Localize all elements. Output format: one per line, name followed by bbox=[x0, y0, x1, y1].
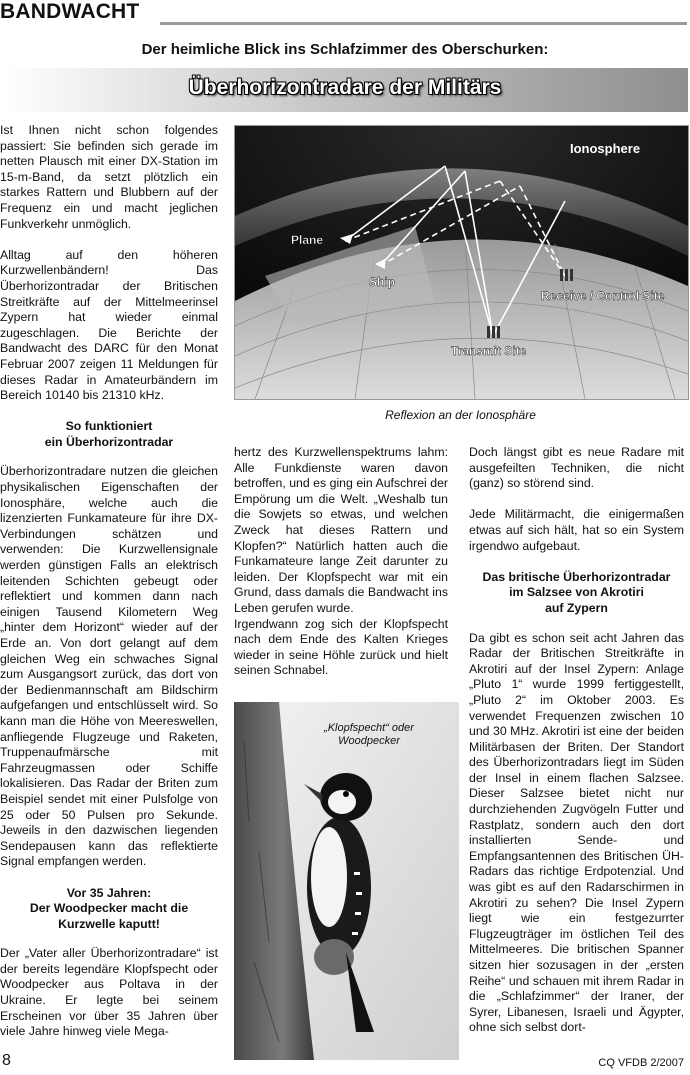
section-heading: Vor 35 Jahren: Der Woodpecker macht die Kurzwelle kaputt! bbox=[29, 885, 189, 931]
paragraph: Jede Militärmacht, die einigermaßen etwas auf sich hält, hat so ein System irgendwo aufgebaut. bbox=[469, 507, 684, 553]
article-title: Überhorizontradare der Militärs bbox=[188, 76, 502, 99]
figure-caption: Reflexion an der Ionosphäre bbox=[385, 408, 536, 422]
section-rule bbox=[160, 22, 687, 25]
label-transmit-site: Transmit Site bbox=[451, 344, 527, 358]
paragraph: Alltag auf den höheren Kurzwellenbändern! Das Überhorizontradar der Britischen Streitkräfte auf der Mittelmeerinsel Zypern hat wieder einmal zugeschlagen. Die Berichte der Bandwacht des DARC für den Monat Februar 2007 zeigen 11 Meldungen für dieses Radar in Amateurbändern im Bereich 10140 bis 21310 kHz. bbox=[0, 247, 218, 403]
photo-caption: „Klopfspecht“ oder Woodpecker bbox=[324, 722, 414, 747]
paragraph: Da gibt es schon seit acht Jahren das Radar der Britischen Streitkräfte in Akrotiri auf der Insel Zypern: Anlage „Pluto 1“ wurde 1999 fertiggestellt, „Pluto 2“ im Oktober 2003. Es verwendet Frequenzen zwischen 10 und 30 MHz. Akrotiri ist eine der beiden Militärbasen der Briten. Der Standort des Überhorizontradars liegt im Süden der Insel in einem flachen Salzsee. Dieser Salzsee bietet nicht nur durchziehenden Zugvögeln Futter und Rastplatz, sondern auch den dort installierten Sende- und Empfangsantennen des Britischen ÜH-Radars das richtige Erdpotenzial. Und was gibt es auf den Radarschirmen in Akrotiri zu sehen? Die Insel Zypern liegt wie ein festgezurrter Flugzeugträger im östlichen Teil des Mittelmeeres. Die britischen Spanner sitzen hier sozusagen in der „ersten Reihe“ und schauen mit ihrem Radar in die „Schlafzimmer“ der Iraner, der Syrer, Libanesen, Israeli und Ägypter, ohne sich selbst dort- bbox=[469, 630, 684, 1035]
column-1 bbox=[0, 123, 218, 1040]
woodpecker-illustration bbox=[234, 702, 459, 1060]
magazine-issue: CQ VFDB 2/2007 bbox=[598, 1057, 684, 1069]
ionosphere-diagram bbox=[234, 125, 689, 400]
column-2 bbox=[234, 445, 448, 679]
label-ship: Ship bbox=[369, 275, 395, 289]
paragraph: Doch längst gibt es neue Radare mit ausgefeilten Techniken, die nicht (ganz) so störend sind. bbox=[469, 445, 684, 491]
article-kicker: Der heimliche Blick ins Schlafzimmer des Oberschurken: bbox=[141, 41, 549, 58]
label-plane: Plane bbox=[291, 233, 324, 247]
section-heading: Das britische Überhorizontradar im Salzsee von Akrotiri auf Zypern bbox=[482, 569, 671, 615]
column-3 bbox=[469, 445, 684, 1036]
ionosphere-illustration bbox=[235, 126, 688, 399]
section-title: BANDWACHT bbox=[0, 0, 140, 23]
label-ionosphere: Ionosphere bbox=[570, 141, 641, 156]
paragraph: Der „Vater aller Überhorizontradare“ ist der bereits legendäre Klopfspecht oder Woodpecker aus Poltava in der Ukraine. Er legte bei seinem Erscheinen vor über 35 Jahren über viele Jahre hinweg viele Mega- bbox=[0, 946, 218, 1039]
page-number: 8 bbox=[2, 1052, 11, 1069]
woodpecker-photo bbox=[234, 702, 459, 1060]
paragraph: Ist Ihnen nicht schon folgendes passiert: Sie befinden sich gerade im netten Plausch mit einer DX-Station im 15-m-Band, da setzt plötzlich ein starkes Rattern und Blubbern auf der Frequenz ein und macht jeglichen Funkverkehr unmöglich. bbox=[0, 123, 218, 231]
label-receive-site: Receive / Control Site bbox=[541, 289, 665, 303]
paragraph: Überhorizontradare nutzen die gleichen physikalischen Eigenschaften der Ionosphäre, welche auch die lizenzierten Funkamateure für ihre DX-Verbindungen schätzen und verwenden: Die Kurzwellensignale werden günstigen Falls an elektrisch leitenden Schichten gebeugt oder reflektiert und kommen dann nach einigen Tausend Kilometern Weg „hinter dem Horizont“ wieder auf der Erde an. Von dort gelangt auf dem gleichen Weg ein schwaches Signal zum Ausgangsort zurück, das dort von der Bedienmannschaft am Bildschirm aufgefangen und entschlüsselt wird. So kann man die Höhe von Meereswellen, anfliegende Flugzeuge und Raketen, Truppenaufmärsche mit Fahrzeugmassen oder Schiffe lokalisieren. Das Radar der Briten zum Beispiel sendet mit einer Pulsfolge von 25 oder 50 Pulsen pro Sekunde. Jeweils in den dazwischen liegenden Sendepausen kann das reflektierte Signal empfangen werden. bbox=[0, 464, 218, 869]
paragraph: hertz des Kurzwellenspektrums lahm: Alle Funkdienste waren davon betroffen, und es ging ein Aufschrei der Empörung um die Welt. „Weshalb tun die Sowjets so etwas, und welchen Zweck hat dieses Rattern und Klopfen?“ Natürlich hatten auch die Funkamateure lange Zeit darunter zu leiden. Der Klopfspecht war mit ein Grund, dass damals die Bandwacht ins Leben gerufen wurde. bbox=[234, 445, 448, 615]
paragraph: Irgendwann zog sich der Klopfspecht nach dem Ende des Kalten Krieges wieder in seine Höhle zurück und hielt seinen Schnabel. bbox=[234, 616, 448, 678]
article-title-banner bbox=[2, 68, 688, 112]
section-heading: So funktioniert ein Überhorizontradar bbox=[44, 419, 174, 449]
